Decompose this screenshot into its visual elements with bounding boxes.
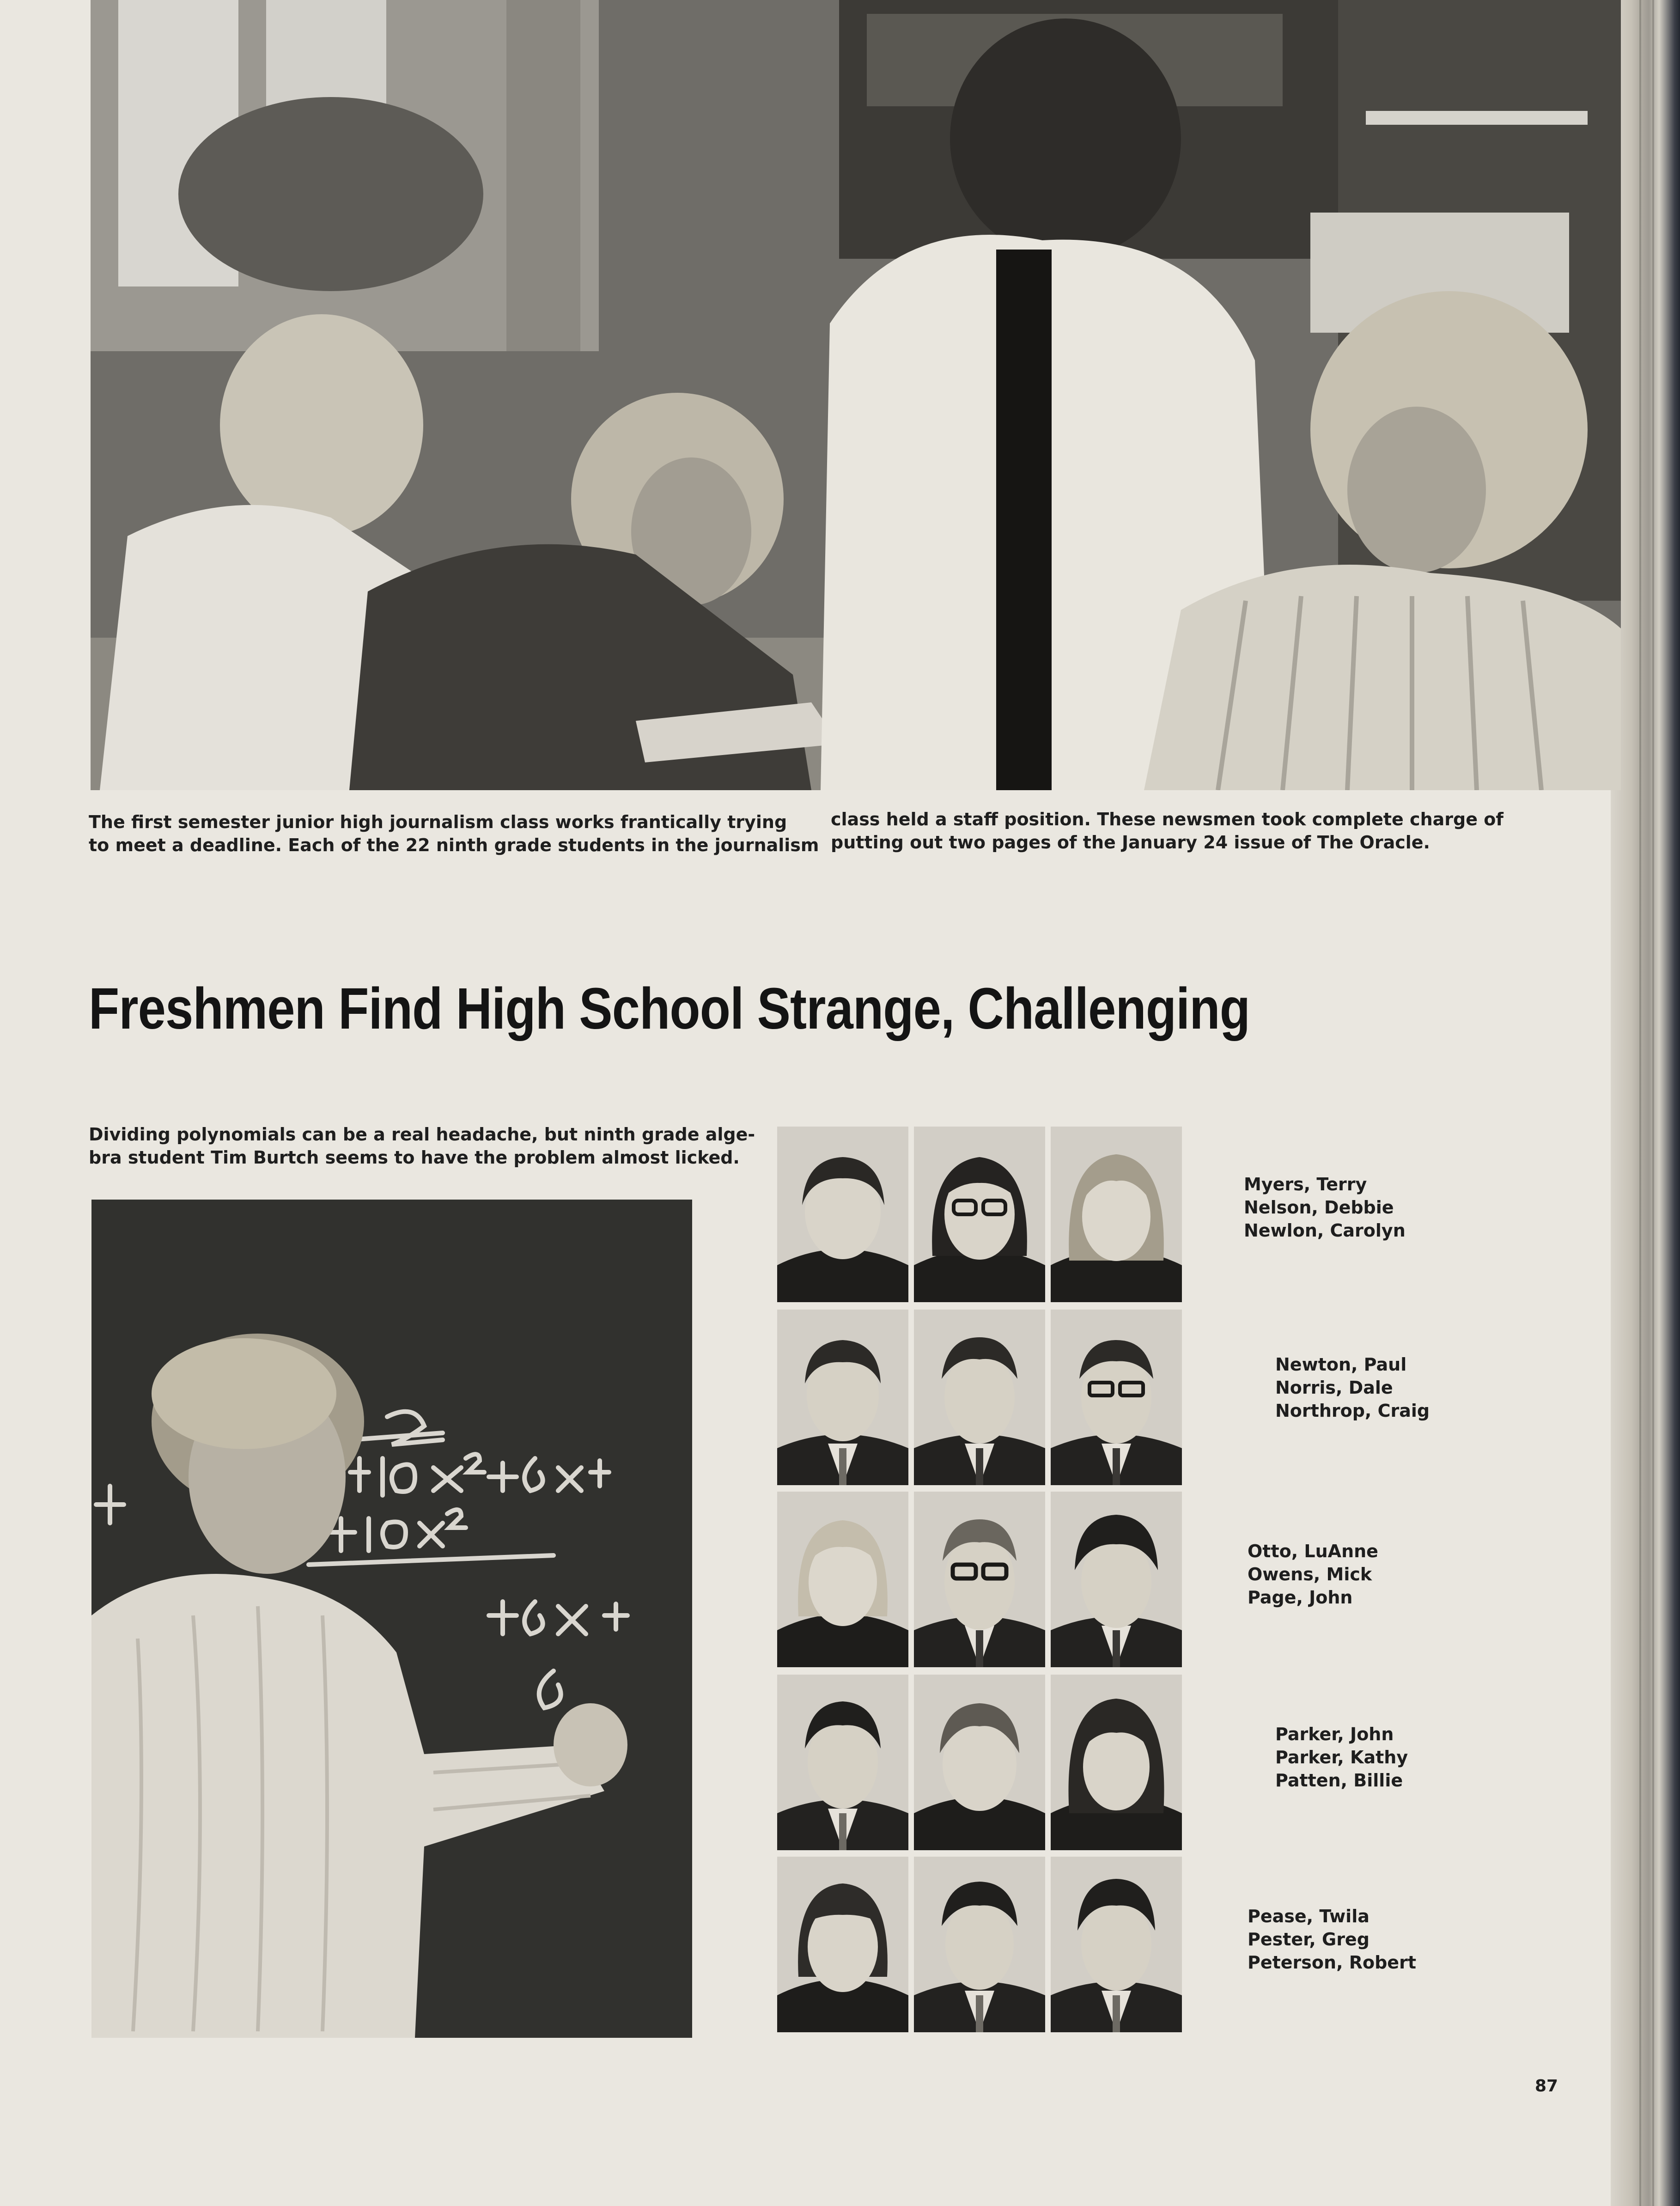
portrait-grid xyxy=(777,1127,1184,2031)
student-name: Parker, Kathy xyxy=(1275,1747,1408,1767)
student-name: Parker, John xyxy=(1275,1724,1394,1744)
journalism-class-photo-image xyxy=(91,0,1621,790)
portrait-image xyxy=(914,1675,1045,1850)
portrait-image xyxy=(914,1310,1045,1485)
student-name: Patten, Billie xyxy=(1275,1770,1403,1791)
page-headline: Freshmen Find High School Strange, Challenging xyxy=(89,976,1250,1041)
caption-line: class held a staff position. These newsmen took complete charge of xyxy=(831,809,1503,829)
portrait-image xyxy=(914,1492,1045,1667)
student-name: Norris, Dale xyxy=(1275,1377,1393,1398)
binding-line xyxy=(1639,0,1641,2206)
portrait-image xyxy=(1051,1857,1182,2032)
portrait-image xyxy=(914,1857,1045,2032)
student-portrait xyxy=(1051,1675,1182,1850)
student-name: Peterson, Robert xyxy=(1248,1952,1416,1973)
student-portrait xyxy=(914,1675,1045,1850)
caption-line: bra student Tim Burtch seems to have the problem almost licked. xyxy=(89,1147,740,1168)
student-portrait xyxy=(777,1492,908,1667)
student-portrait xyxy=(914,1127,1045,1302)
portrait-image xyxy=(777,1310,908,1485)
student-name: Page, John xyxy=(1248,1587,1353,1608)
portrait-image xyxy=(1051,1310,1182,1485)
student-name: Nelson, Debbie xyxy=(1244,1197,1394,1218)
student-name: Myers, Terry xyxy=(1244,1174,1367,1194)
caption-line: The first semester junior high journalism class works frantically trying xyxy=(89,812,787,832)
chalkboard-photo xyxy=(91,1200,692,2038)
journalism-caption-left xyxy=(89,810,819,857)
student-portrait xyxy=(1051,1857,1182,2032)
portrait-image xyxy=(777,1492,908,1667)
student-name: Newton, Paul xyxy=(1275,1354,1407,1375)
name-group-row-5 xyxy=(1248,1905,1416,1974)
page-number: 87 xyxy=(1535,2077,1558,2096)
portrait-image xyxy=(1051,1492,1182,1667)
name-group-row-4 xyxy=(1275,1723,1408,1792)
portrait-image xyxy=(1051,1675,1182,1850)
chalkboard-photo-image xyxy=(91,1200,692,2038)
caption-line: Dividing polynomials can be a real headache, but ninth grade alge- xyxy=(89,1124,755,1145)
student-portrait xyxy=(777,1310,908,1485)
student-portrait xyxy=(914,1492,1045,1667)
student-name: Owens, Mick xyxy=(1248,1564,1372,1584)
journalism-caption-right xyxy=(831,808,1503,854)
student-portrait xyxy=(914,1857,1045,2032)
student-portrait xyxy=(777,1857,908,2032)
student-name: Pease, Twila xyxy=(1248,1906,1370,1926)
student-portrait xyxy=(1051,1492,1182,1667)
student-name: Newlon, Carolyn xyxy=(1244,1220,1406,1241)
student-portrait xyxy=(1051,1127,1182,1302)
student-name: Otto, LuAnne xyxy=(1248,1541,1378,1561)
student-portrait xyxy=(777,1675,908,1850)
portrait-image xyxy=(1051,1127,1182,1302)
journalism-class-photo xyxy=(91,0,1621,790)
portrait-image xyxy=(777,1857,908,2032)
student-portrait xyxy=(914,1310,1045,1485)
portrait-image xyxy=(777,1127,908,1302)
student-portrait xyxy=(777,1127,908,1302)
caption-line: to meet a deadline. Each of the 22 ninth grade students in the journalism xyxy=(89,835,819,855)
portrait-image xyxy=(914,1127,1045,1302)
algebra-caption xyxy=(89,1123,755,1169)
name-group-row-2 xyxy=(1275,1353,1430,1422)
name-group-row-3 xyxy=(1248,1540,1378,1609)
student-portrait xyxy=(1051,1310,1182,1485)
student-name: Pester, Greg xyxy=(1248,1929,1370,1950)
page-binding xyxy=(1611,0,1680,2206)
portrait-image xyxy=(777,1675,908,1850)
name-group-row-1 xyxy=(1244,1173,1406,1242)
student-name: Northrop, Craig xyxy=(1275,1401,1430,1421)
binding-line xyxy=(1652,0,1654,2206)
caption-line: putting out two pages of the January 24 issue of The Oracle. xyxy=(831,832,1430,853)
